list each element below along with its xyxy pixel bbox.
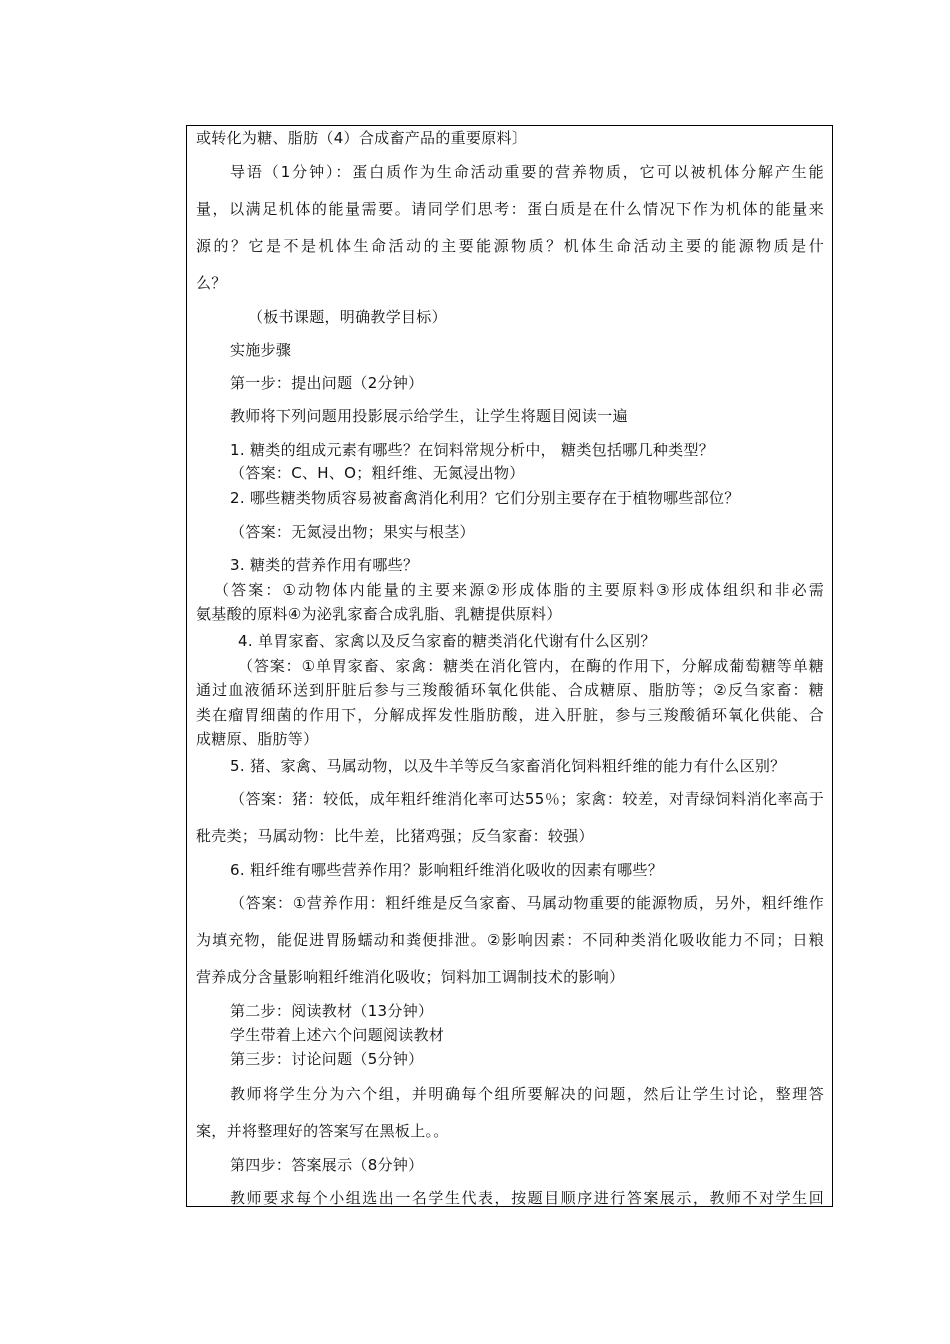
answer-1: （答案：C、H、O；粗纤维、无氮浸出物）: [230, 464, 525, 482]
text-line: 教师将学生分为六个组，并明确每个组所要解决的问题，然后让学生讨论，整理答: [230, 1085, 824, 1103]
text-line: 实施步骤: [230, 341, 292, 359]
question-1: 1. 糖类的组成元素有哪些？在饲料常规分析中， 糖类包括哪几种类型？: [230, 441, 715, 459]
text-line: 第一步：提出问题（2分钟）: [230, 374, 424, 392]
answer-6: （答案：①营养作用：粗纤维是反刍家畜、马属动物重要的能源物质，另外，粗纤维作: [230, 894, 824, 912]
answer-4-cont: 类在瘤胃细菌的作用下，分解成挥发性脂肪酸，进入肝脏，参与三羧酸循环氧化供能、合: [196, 706, 824, 724]
answer-3: （答案：①动物体内能量的主要来源②形成体脂的主要原料③形成体组织和非必需: [214, 581, 824, 599]
question-2: 2. 哪些糖类物质容易被畜禽消化利用？它们分别主要存在于植物哪些部位？: [230, 489, 740, 507]
answer-4-cont: 通过血液循环送到肝脏后参与三羧酸循环氧化供能、合成糖原、脂肪等；②反刍家畜：糖: [196, 681, 824, 699]
text-line: 学生带着上述六个问题阅读教材: [230, 1026, 445, 1044]
question-3: 3. 糖类的营养作用有哪些？: [230, 556, 419, 574]
question-5: 5. 猪、家禽、马属动物，以及牛羊等反刍家畜消化饲料粗纤维的能力有什么区别？: [230, 757, 786, 775]
question-4: 4. 单胃家畜、家禽以及反刍家畜的糖类消化代谢有什么区别？: [238, 632, 656, 650]
text-line: 量，以满足机体的能量需要。请同学们思考：蛋白质是在什么情况下作为机体的能量来: [196, 200, 824, 218]
step-4-heading: 第四步：答案展示（8分钟）: [230, 1156, 424, 1174]
answer-6-cont: 营养成分含量影响粗纤维消化吸收；饲料加工调制技术的影响）: [196, 968, 625, 986]
step-3-heading: 第三步：讨论问题（5分钟）: [230, 1050, 424, 1068]
answer-3-cont: 氨基酸的原料④为泌乳家畜合成乳脂、乳糖提供原料）: [196, 605, 562, 623]
text-line: 么？: [196, 274, 227, 292]
answer-4-cont: 成糖原、脂肪等）: [196, 730, 319, 748]
text-line: 教师要求每个小组选出一名学生代表，按题目顺序进行答案展示，教师不对学生回: [230, 1189, 824, 1207]
text-line: 案，并将整理好的答案写在黑板上。。: [196, 1122, 449, 1140]
answer-5: （答案：猪：较低，成年粗纤维消化率可达55％；家禽：较差，对青绿饲料消化率高于: [230, 790, 824, 808]
text-line: 源的？它是不是机体生命活动的主要能源物质？机体生命活动主要的能源物质是什: [196, 237, 824, 255]
answer-2: （答案：无氮浸出物；果实与根茎）: [230, 523, 475, 541]
answer-5-cont: 秕壳类；马属动物：比牛差，比猪鸡强；反刍家畜：较强）: [196, 827, 594, 845]
answer-6-cont: 为填充物，能促进胃肠蠕动和粪便排泄。②影响因素：不同种类消化吸收能力不同；日粮: [196, 931, 824, 949]
text-line: 导语（1分钟）：蛋白质作为生命活动重要的营养物质，它可以被机体分解产生能: [230, 163, 824, 181]
text-line: 教师将下列问题用投影展示给学生，让学生将题目阅读一遍: [230, 407, 628, 425]
text-line: 或转化为糖、脂肪（4）合成畜产品的重要原料〕: [196, 129, 528, 147]
text-line: （板书课题，明确教学目标）: [248, 308, 447, 326]
step-2-heading: 第二步：阅读教材（13分钟）: [230, 1002, 434, 1020]
answer-4: （答案：①单胃家畜、家禽：糖类在消化管内，在酶的作用下，分解成葡萄糖等单糖: [238, 657, 824, 675]
question-6: 6. 粗纤维有哪些营养作用？影响粗纤维消化吸收的因素有哪些？: [230, 861, 664, 879]
